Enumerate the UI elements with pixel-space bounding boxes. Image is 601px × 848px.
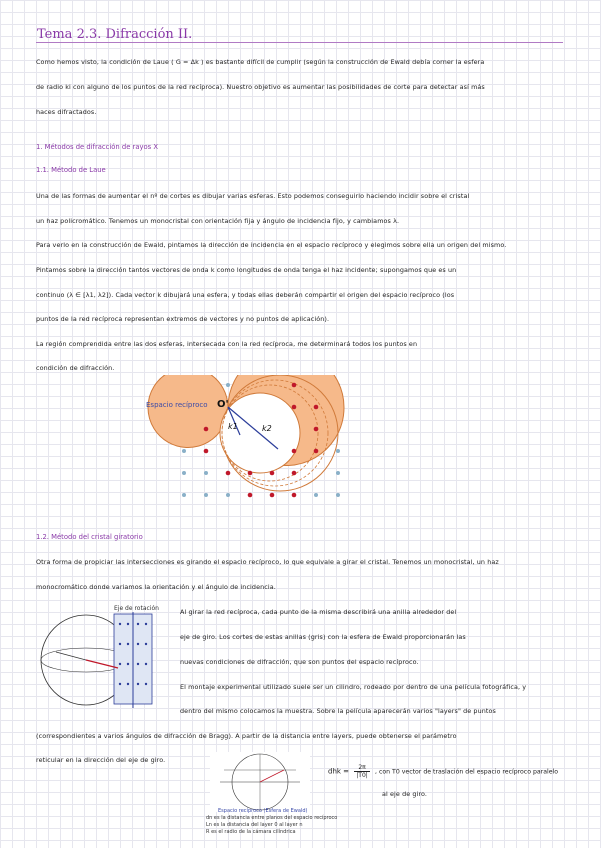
intro-line-2: de radio ki con alguno de los puntos de la red recíproca). Nuestro objetivo es aumentar las posibilidades de corte para detectar así más [36,83,485,91]
formula-lhs: dhk = [328,767,350,776]
laue-line-1: Una de las formas de aumentar el nº de cortes es dibujar varias esferas. Esto podemos conseguirlo haciendo incidir sobre el cristal [36,192,470,200]
intro-line-1: Como hemos visto, la condición de Laue ( G = Δk ) es bastante difícil de cumplir (según la construcción de Ewald debía corner la esfera [36,58,485,66]
rotation-axis-label: Eje de rotación [114,605,159,612]
k1-label: k1 [228,422,238,431]
title-divider [36,42,563,43]
section-heading-1-2: 1.2. Método del cristal giratorio [36,533,143,541]
rot-full-line-2: reticular en la dirección del eje de giro. [36,756,166,764]
section-heading-1: 1. Métodos de difracción de rayos X [36,143,159,151]
rotating-crystal-figure [36,600,176,710]
laue-line-4: Pintamos sobre la dirección tantos vectores de onda k como longitudes de onda tenga el haz incidente; supongamos que es un [36,266,457,274]
page-title: Tema 2.3. Difracción II. [37,27,193,42]
formula-text-2: al eje de giro. [382,790,428,798]
figure-caption-line-3: R es el radio de la cámara cilíndrica [206,829,296,835]
intro-line-3: haces difractados. [36,108,97,116]
section-heading-1-1: 1.1. Método de Laue [36,166,106,174]
formula-numerator: 2π [354,764,370,772]
laue-line-7: La región comprendida entre las dos esferas, intersecada con la red recíproca, me determinará todos los puntos en [36,340,418,348]
formula-denominator: |T0| [356,772,368,779]
figure-caption-title: Espacio recíproco (Esfera de Ewald) [218,808,308,814]
rot-right-line-5: dentro del mismo colocamos la muestra. Sobre la película aparecerán varios "layers" de puntos [180,707,496,715]
reciprocal-space-label: Espacio recíproco [146,401,208,409]
laue-line-3: Para verlo en la construcción de Ewald, pintamos la dirección de incidencia en el espacio recíproco y elegimos sobre ella un origen del mismo. [36,241,507,249]
rot-line-2: monocromático donde variamos la orientación y el ángulo de incidencia. [36,583,276,591]
rot-right-line-4: El montaje experimental utilizado suele ser un cilindro, rodeado por dentro de una película fotográfica, y [180,683,527,691]
ewald-spheres-figure [140,375,360,515]
laue-line-8: condición de difracción. [36,364,115,372]
k2-label: k2 [262,424,272,433]
ewald-camera-figure [210,752,310,812]
figure-caption-line-2: Ln es la distancia del layer 0 al layer n [206,822,303,828]
rot-line-1: Otra forma de propiciar las intersecciones es girando el espacio recíproco, lo que equivale a girar el cristal. Tenemos un monocristal, un haz [36,558,499,566]
formula-block [328,764,558,779]
laue-line-2: un haz policromático. Tenemos un monocristal con orientación fija y ángulo de incidencia fijo, y cambiamos λ. [36,217,400,225]
laue-line-5: continuo (λ ∈ [λ1, λ2]). Cada vector k dibujará una esfera, y todas ellas deberán compartir el origen del espacio recíproco (los [36,291,455,299]
rot-right-line-2: eje de giro. Los cortes de estas anillas (gris) con la esfera de Ewald proporcionarán las [180,633,466,641]
rot-right-line-3: nuevas condiciones de difracción, que son puntos del espacio recíproco. [180,658,419,666]
rot-right-line-1: Al girar la red recíproca, cada punto de la misma describirá una anilla alrededor del [180,608,457,616]
rot-full-line-1: (correspondientes a varios ángulos de difracción de Bragg). A partir de la distancia entre layers, puede obtenerse el parámetro [36,732,457,740]
figure-caption-line-1: dn es la distancia entre planos del espacio recíproco [206,815,338,821]
laue-line-6: puntos de la red recíproca representan extremos de vectores y no puntos de aplicación). [36,315,330,323]
formula-text-1: , con T0 vector de traslación del espacio recíproco paralelo [375,768,559,776]
origin-label: O' [217,399,229,410]
